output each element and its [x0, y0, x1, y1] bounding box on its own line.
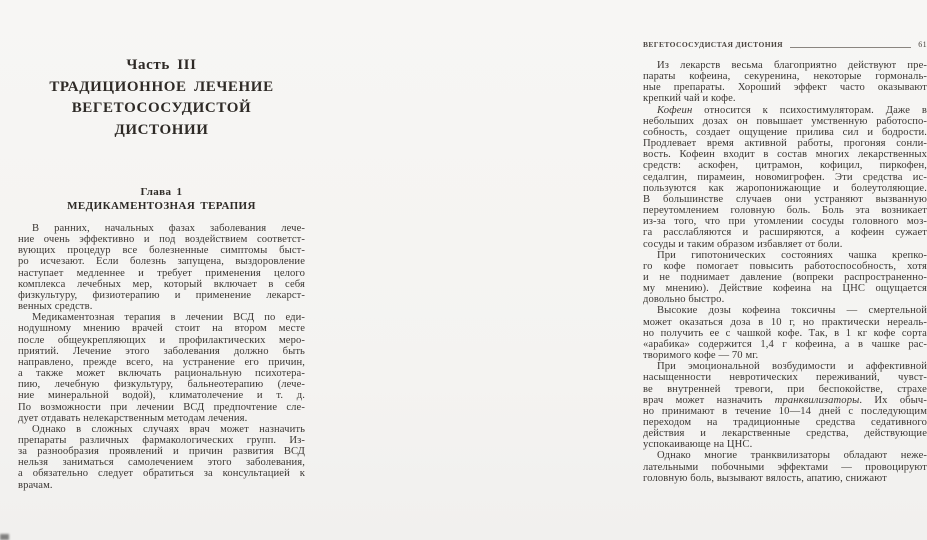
paragraph: [18, 312, 305, 424]
italic-term: Кофеин: [657, 104, 693, 116]
text-line: Высокие дозы кофеина токсичны — смертельной: [657, 305, 927, 317]
text-line: врачам.: [18, 479, 53, 491]
text-line: «арабика» содержится 1,4 г кофеина, а в чашке рас-: [643, 338, 927, 350]
text-line: В большинстве случаев они устраняют вызванную: [643, 193, 927, 205]
text-line: переходом на традиционные средства седативного: [643, 417, 927, 428]
paragraph: [643, 60, 927, 105]
text-line: а обязательно следует обратиться за консультацией к: [18, 468, 305, 480]
text-line: нодушному мнению врачей стоит на втором месте: [18, 323, 305, 335]
text-line: пию, лечебную физкультуру, бальнеотерапию (лече-: [18, 379, 305, 391]
text-line: му мнению). Действие кофеина на ЦНС ощущается: [643, 283, 927, 295]
text-line: головную боль, вызывают вялость, апатию, снижают: [643, 472, 887, 484]
text-line: физкультуру, физиотерапию и применение лекарст-: [18, 289, 305, 301]
text-line: Однако в сложных случаях врач может назначить: [32, 423, 305, 435]
text-line: Однако многие транквилизаторы обладают неже-: [657, 450, 927, 462]
text-line: довольно быстро.: [643, 294, 725, 306]
text-line: успокаивающе на ЦНС.: [643, 439, 753, 451]
text-line: за разнообразия проявлений и причин развития ВСД: [18, 446, 305, 458]
text-line: собность, создает ощущение прилива сил и бодрости.: [643, 126, 927, 138]
text-line: действия и лекарственные средства, действующие: [643, 428, 927, 440]
text-line: вость. Кофеин входит в состав многих лекарственных: [643, 149, 927, 161]
text-line: ние минеральной водой), климатолечение и т. д.: [18, 390, 305, 402]
text-line: го кофе помогает повысить работоспособность, хотя: [643, 260, 927, 272]
right-page: [313, 0, 927, 540]
part-heading: [18, 55, 305, 141]
text-line: вующих процедур все болезненные симптомы быст-: [18, 245, 305, 257]
text-line: ние очень эффективно и под воздействием соответст-: [18, 234, 305, 246]
part-heading-line: ТРАДИЦИОННОЕ ЛЕЧЕНИЕ: [49, 78, 274, 95]
text-line: ро исчезают. Если болезнь запущена, выздоровление: [18, 256, 305, 268]
left-page-body-text: [18, 223, 305, 491]
text-line: направлено, прежде всего, на устранение его причин,: [18, 356, 305, 368]
text-line: но получить ее с чашкой кофе. Так, в 1 кг кофе сорта: [643, 327, 927, 339]
paragraph: [643, 361, 927, 450]
running-head-rule: [790, 46, 911, 48]
text-line: комплекса лечебных мер, который включает в себя: [18, 278, 305, 290]
text-line: сосуды и таким образом избавляет от боли.: [643, 238, 843, 250]
text-line: препараты различных фармакологических групп. Из-: [18, 434, 305, 446]
paragraph: [643, 105, 927, 250]
left-page: [0, 0, 313, 540]
text-line: и не поднимает давление (вопреки распространенно-: [643, 271, 927, 283]
text-line: крепкий чай и кофе.: [643, 93, 736, 105]
text-line: По возможности при лечении ВСД предпочтение сле-: [18, 401, 305, 413]
right-page-body-text: [643, 60, 927, 484]
paragraph: [18, 424, 305, 491]
paragraph: [643, 250, 927, 306]
text-line: средств: аскофен, цитрамон, кофицил, пиркофен,: [643, 160, 927, 172]
paragraph: [18, 223, 305, 312]
chapter-heading-line: Глава 1: [140, 186, 183, 198]
text-line: нельзя заниматься самолечением этого заболевания,: [18, 457, 305, 469]
text-line: может оказаться доза в 10 г, но практически нереаль-: [643, 316, 927, 328]
text-line: переутомлением головную боль. Боль эта возникает: [643, 205, 927, 217]
text-line: га расслабляются и расширяются, а кофеин сужает: [643, 227, 927, 239]
part-heading-line: ДИСТОНИИ: [114, 121, 209, 138]
text-line: ные препараты. Хороший эффект часто оказывают: [643, 82, 927, 94]
text-line: В ранних, начальных фазах заболевания лече-: [32, 223, 305, 234]
text-line: творимого кофе — 70 мг.: [643, 350, 759, 362]
text-line: лательными побочными эффектами — провоцируют: [643, 461, 927, 473]
part-heading-line: Часть III: [126, 57, 197, 73]
text-line: из-за того, что при утомлении сосуды головного моз-: [643, 216, 927, 228]
text-line: Продлевает время активной работы, прогоняя сонли-: [643, 138, 927, 150]
text-line: наступает медленнее и требует применения целого: [18, 267, 305, 279]
text-line: а также может включать рациональную психотера-: [18, 368, 305, 380]
part-heading-line: ВЕГЕТОСОСУДИСТОЙ: [71, 100, 252, 116]
italic-term: транквилизаторы: [774, 394, 860, 406]
running-head-title: ВЕГЕТОСОСУДИСТАЯ ДИСТОНИЯ: [643, 40, 783, 49]
text-line: Медикаментозная терапия в лечении ВСД по еди-: [32, 312, 305, 324]
page-number: 61: [918, 40, 927, 49]
paragraph: [643, 305, 927, 361]
paragraph: [643, 450, 927, 483]
text-line: пользуются как жаропонижающие и болеутоляющие.: [643, 182, 927, 194]
text-line: но принимают в течение 10—14 дней с последующим: [643, 405, 927, 417]
text-line: При эмоциональной возбудимости и аффективной: [657, 361, 927, 373]
text-line: параты кофеина, секуренина, некоторые гормональ-: [643, 71, 927, 83]
text-line: Кофеин относится к психостимуляторам. Даже в: [657, 104, 927, 116]
running-head: [643, 40, 927, 49]
text-line: Из лекарств весьма благоприятно действуют пре-: [657, 60, 927, 71]
text-line: При гипотонических состояниях чашка крепко-: [657, 249, 927, 261]
chapter-heading-line: МЕДИКАМЕНТОЗНАЯ ТЕРАПИЯ: [67, 199, 256, 212]
text-line: дует отдавать нелекарственным методам лечения.: [18, 412, 248, 424]
text-line: небольших дозах он повышает умственную работоспо-: [643, 115, 927, 127]
scan-corner-artifact: [0, 534, 9, 540]
chapter-heading: [18, 186, 305, 213]
text-line: венных средств.: [18, 301, 93, 313]
text-line: ве внутренней тревоги, при беспокойстве, страхе: [643, 383, 927, 395]
text-line: врач может назначить транквилизаторы. Их обыч-: [643, 394, 927, 406]
text-line: седалгин, пирамеин, новомигрофен. Эти средства ис-: [643, 171, 927, 183]
text-line: после общеукрепляющих и профилактических меро-: [18, 334, 305, 346]
text-line: насыщенности невротических переживаний, чувст-: [643, 372, 927, 384]
text-line: приятий. Лечение этого заболевания должно быть: [18, 345, 305, 357]
